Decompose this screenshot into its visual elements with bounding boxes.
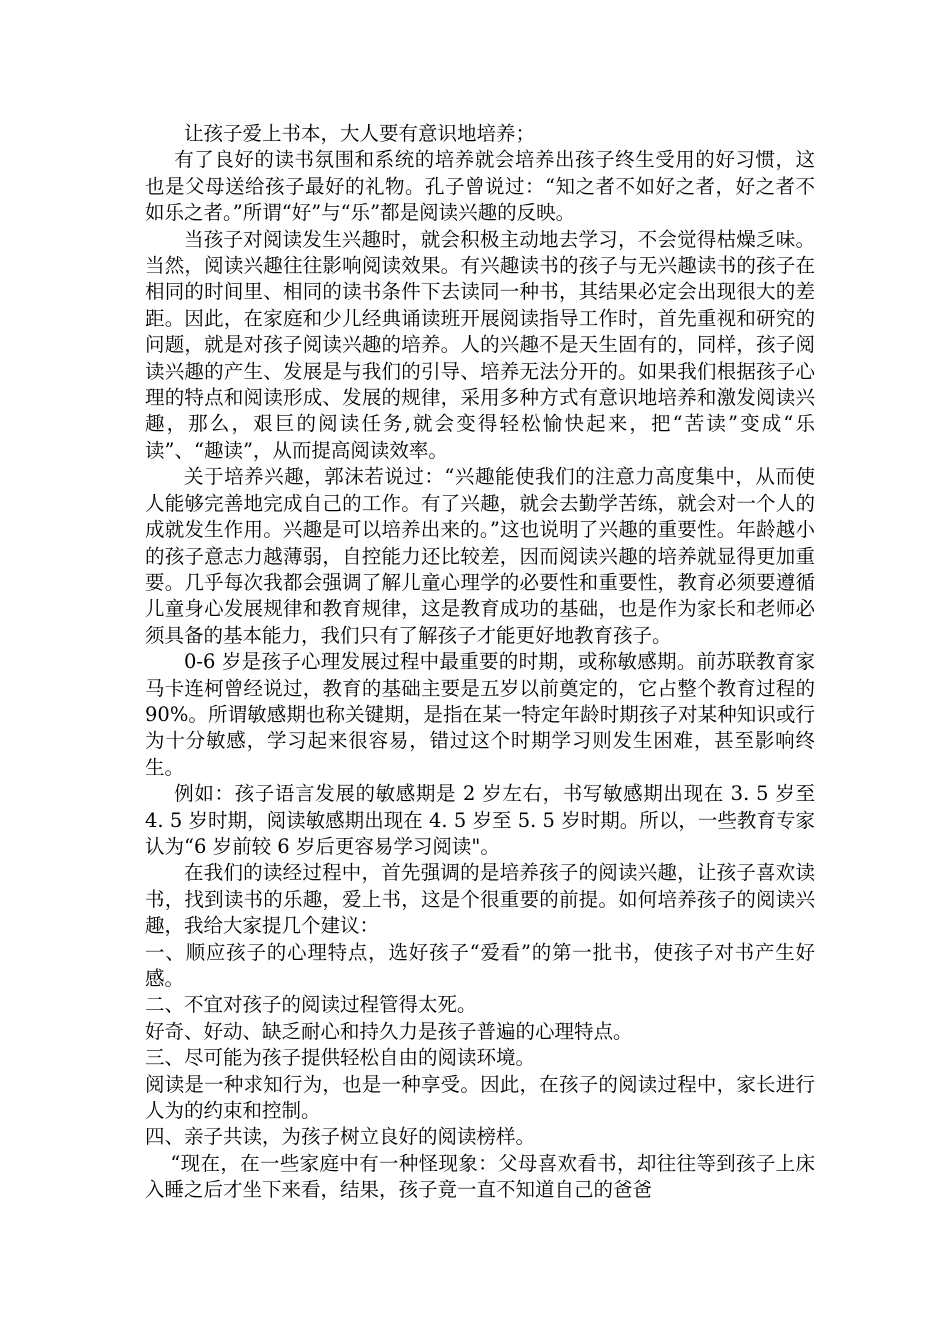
paragraph-7: 在我们的读经过程中，首先强调的是培养孩子的阅读兴趣，让孩子喜欢读书，找到读书的乐趣，爱上书，这是个很重要的前提。如何培养孩子的阅读兴趣，我给大家提几个建议： bbox=[145, 861, 815, 938]
suggestion-4: 四、亲子共读，为孩子树立良好的阅读榜样。 bbox=[145, 1125, 536, 1149]
suggestion-2: 二、不宜对孩子的阅读过程管得太死。 bbox=[145, 993, 477, 1017]
paragraph-5: 0-6 岁是孩子心理发展过程中最重要的时期，或称敏感期。前苏联教育家马卡连柯曾经说过，教育的基础主要是五岁以前奠定的，它占整个教育过程的 90%。所谓敏感期也称关键期，是指在某一特定年龄时期孩子对某种知识或行为十分敏感，学习起来很容易，错过这个时期学习则发生困难，甚至影响终生。 bbox=[145, 650, 815, 779]
paragraph-1: 让孩子爱上书本，大人要有意识地培养； bbox=[184, 122, 536, 145]
paragraph-2: 有了良好的读书氛围和系统的培养就会培养出孩子终生受用的好习惯，这也是父母送给孩子最好的礼物。孔子曾说过：“知之者不如好之者，好之者不如乐之者。”所谓“好”与“乐”都是阅读兴趣的反映。 bbox=[145, 148, 815, 225]
paragraph-3: 当孩子对阅读发生兴趣时，就会积极主动地去学习，不会觉得枯燥乏味。当然，阅读兴趣往往影响阅读效果。有兴趣读书的孩子与无兴趣读书的孩子在相同的时间里、相同的读书条件下去读同一种书，其结果必定会出现很大的差距。因此，在家庭和少儿经典诵读班开展阅读指导工作时，首先重视和研究的问题，就是对孩子阅读兴趣的培养。人的兴趣不是天生固有的，同样，孩子阅读兴趣的产生、发展是与我们的引导、培养无法分开的。如果我们根据孩子心理的特点和阅读形成、发展的规律，采用多种方式有意识地培养和激发阅读兴趣，那么，艰巨的阅读任务,就会变得轻松愉快起来，把“苦读”变成“乐读”、“趣读”，从而提高阅读效率。 bbox=[145, 227, 815, 462]
document-body bbox=[145, 121, 815, 1204]
paragraph-8: 好奇、好动、缺乏耐心和持久力是孩子普遍的心理特点。 bbox=[145, 1019, 633, 1043]
paragraph-4: 关于培养兴趣，郭沫若说过：“兴趣能使我们的注意力高度集中，从而使人能够完善地完成自己的工作。有了兴趣，就会去勤学苦练，就会对一个人的成就发生作用。兴趣是可以培养出来的。”这也说明了兴趣的重要性。年龄越小的孩子意志力越薄弱，自控能力还比较差，因而阅读兴趣的培养就显得更加重要。几乎每次我都会强调了解儿童心理学的必要性和重要性，教育必须要遵循儿童身心发展规律和教育规律，这是教育成功的基础，也是作为家长和老师必须具备的基本能力，我们只有了解孩子才能更好地教育孩子。 bbox=[145, 465, 815, 647]
paragraph-9: 阅读是一种求知行为，也是一种享受。因此，在孩子的阅读过程中，家长进行人为的约束和控制。 bbox=[145, 1072, 815, 1123]
suggestion-3: 三、尽可能为孩子提供轻松自由的阅读环境。 bbox=[145, 1046, 536, 1070]
paragraph-10: “现在，在一些家庭中有一种怪现象：父母喜欢看书，却往往等到孩子上床入睡之后才坐下来看，结果，孩子竟一直不知道自己的爸爸 bbox=[145, 1151, 815, 1202]
suggestion-1: 一、顺应孩子的心理特点，选好孩子“爱看”的第一批书，使孩子对书产生好感。 bbox=[145, 940, 815, 990]
paragraph-6: 例如：孩子语言发展的敏感期是 2 岁左右，书写敏感期出现在 3. 5 岁至 4. 5 岁时期，阅读敏感期出现在 4. 5 岁至 5. 5 岁时期。所以，一些教育专家认为“6 岁前较 6 岁后更容易学习阅读"。 bbox=[145, 782, 815, 858]
